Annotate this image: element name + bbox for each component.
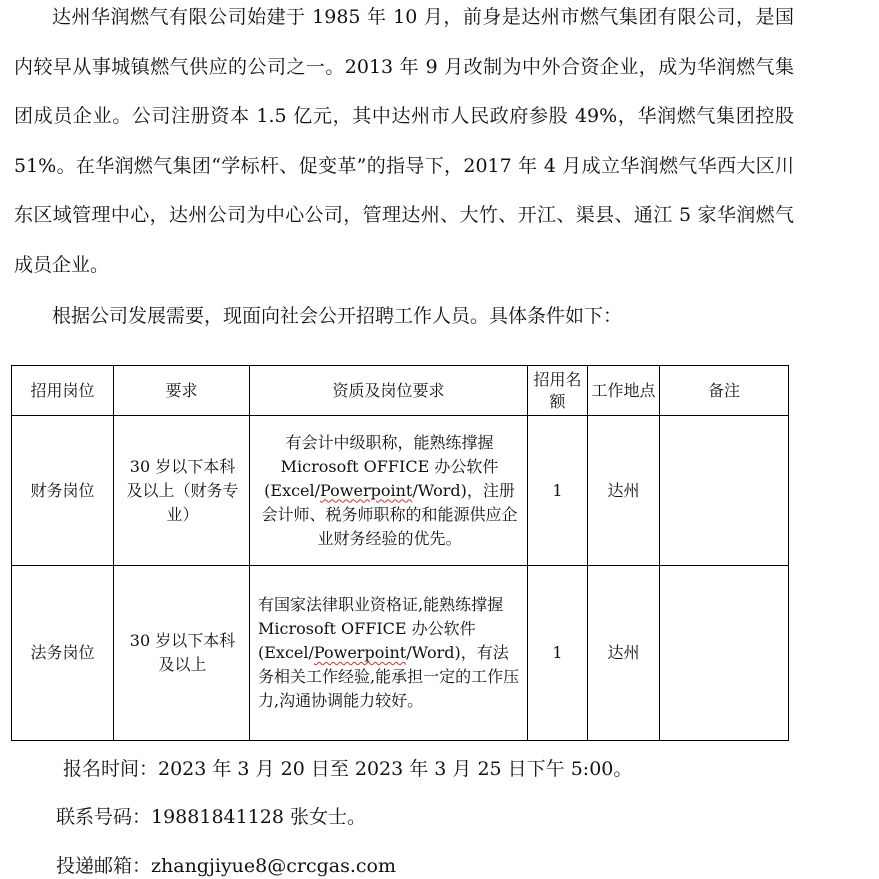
registration-time: 报名时间：2023 年 3 月 20 日至 2023 年 3 月 25 日下午 5:00。 [63,758,633,780]
job-table [11,365,789,741]
table-row [12,566,789,741]
contact-number: 联系号码：19881841128 张女士。 [56,806,367,828]
cell-position: 法务岗位 [12,566,114,741]
header-remarks: 备注 [660,366,789,416]
spellcheck-flagged-word: Powerpoint [313,643,407,662]
header-position: 招用岗位 [12,366,114,416]
qualification-text: /Word)，有法务相关工作经验,能承担一定的工作压力,沟通协调能力较好。 [258,643,520,710]
cell-remarks [660,566,789,741]
cell-location: 达州 [588,416,660,566]
cell-position: 财务岗位 [12,416,114,566]
submission-email: 投递邮箱：zhangjiyue8@crcgas.com [56,855,396,877]
qualification-text: 有会计中级职称，能熟练撑握 Microsoft OFFICE 办公软件(Excel/ [264,432,499,500]
qualification-text: 有国家法律职业资格证,能熟练撑握 Microsoft OFFICE 办公软件(Excel/ [258,595,504,662]
cell-qualification [250,416,528,566]
cell-requirement: 30 岁以下本科及以上（财务专业） [114,416,250,566]
qualification-text: /Word)，注册会计师、税务师职称的和能源供应企业财务经验的优先。 [261,480,518,548]
table-row [12,416,789,566]
cell-quota: 1 [528,416,588,566]
cell-requirement: 30 岁以下本科及以上 [114,566,250,741]
cell-remarks [660,416,789,566]
intro-paragraph: 达州华润燃气有限公司始建于 1985 年 10 月，前身是达州市燃气集团有限公司，是国内较早从事城镇燃气供应的公司之一。2013 年 9 月改制为中外合资企业，成为华润燃气集团成员企业。公司注册资本 1.5 亿元，其中达州市人民政府参股 49%，华润燃气集团控股 51%。在华润燃气集团“学标杆、促变革”的指导下，2017 年 4 月成立华润燃气华西大区川东区域管理中心，达州公司为中心公司，管理达州、大竹、开江、渠县、通江 5 家华润燃气成员企业。 [14,6,794,276]
header-quota: 招用名额 [528,366,588,416]
header-qualification: 资质及岗位要求 [250,366,528,416]
header-location: 工作地点 [588,366,660,416]
recruitment-statement: 根据公司发展需要，现面向社会公开招聘工作人员。具体条件如下： [52,305,623,327]
spellcheck-flagged-word: Powerpoint [320,480,413,500]
cell-qualification [250,566,528,741]
table-header-row [12,366,789,416]
header-requirement: 要求 [114,366,250,416]
cell-quota: 1 [528,566,588,741]
cell-location: 达州 [588,566,660,741]
